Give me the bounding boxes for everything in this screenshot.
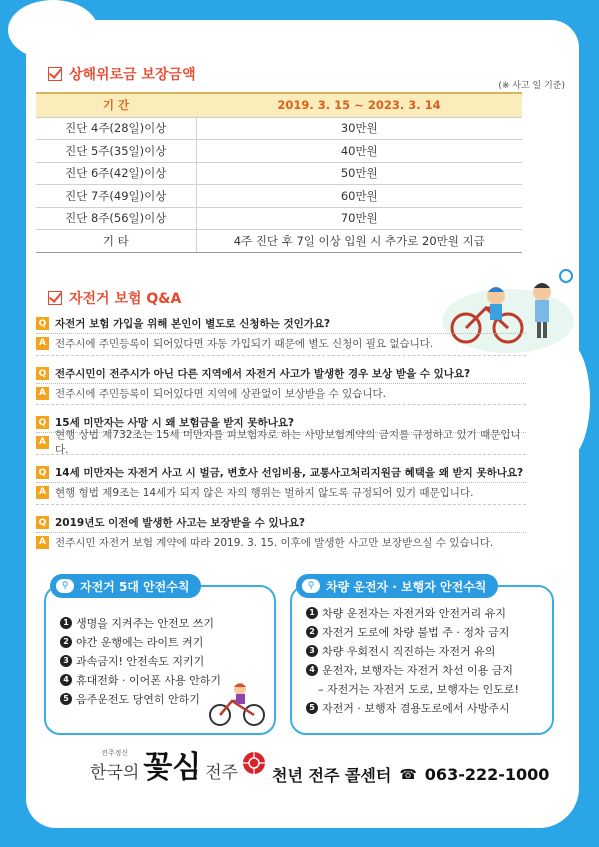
question-text: 자전거 보험 가입을 위해 본인이 별도로 신청하는 것인가요? [55,318,331,330]
qa-item [36,364,526,402]
rule-text: 자전거 · 보행자 겸용도로에서 사방주시 [322,701,510,715]
question-badge: Q [36,516,49,529]
rule-subtext: – 자전거는 자전거 도로, 보행자는 인도로! [318,682,519,696]
slogan-logo [90,748,266,783]
answer-row [36,429,526,456]
car-icon: ⚲ [302,579,320,593]
rule-item [306,679,519,698]
period-cell: 진단 8주(56일)이상 [36,207,196,230]
slogan-small: 전주정신 [101,749,129,757]
answer-row [36,333,526,352]
qa-item [36,463,526,501]
rule-number: 4 [306,664,318,676]
rule-item [306,660,519,679]
amount-cell: 4주 진단 후 7일 이상 입원 시 추가로 20만원 지급 [196,230,522,253]
question-row [36,364,526,383]
table-row [36,140,522,163]
period-cell: 기 타 [36,230,196,253]
rule-number: 1 [60,617,72,629]
callcenter-label: 천년 전주 콜센터 [272,766,392,785]
question-badge: Q [36,466,49,479]
period-header: 기 간 [36,93,196,117]
rule-text: 생명을 지켜주는 안전모 쓰기 [76,616,215,630]
rule-text: 음주운전도 당연히 안하기 [76,692,200,706]
question-badge: Q [36,317,49,330]
cyclist-icon [208,681,268,727]
question-badge: Q [36,367,49,380]
slogan-part-c: 전주 [205,763,239,783]
rule-number: 5 [60,693,72,705]
rule-item [306,603,519,622]
date-range-header: 2019. 3. 15 ~ 2023. 3. 14 [196,93,522,117]
bicycle-safety-list [60,613,221,708]
answer-row [36,532,526,551]
sheet-edge-blob [8,0,98,60]
answer-badge: A [36,436,49,449]
table-row [36,185,522,208]
answer-badge: A [36,387,49,400]
base-date-note: (※ 사고 일 기준) [498,81,565,91]
rule-item [60,670,221,689]
amount-cell: 30만원 [196,117,522,140]
compensation-title: 상해위로금 보장금액 [48,64,196,84]
rule-item [60,632,221,651]
period-cell: 진단 6주(42일)이상 [36,162,196,185]
driver-safety-title: ⚲ 차량 운전자 · 보행자 안전수칙 [296,574,498,598]
rule-text: 휴대전화 · 이어폰 사용 안하기 [76,673,221,687]
checkbox-icon [48,67,62,81]
question-badge: Q [36,416,49,429]
question-text: 2019년도 이전에 발생한 사고는 보장받을 수 있나요? [55,517,305,529]
answer-row [36,482,526,501]
slogan-part-a: 한국의 [90,763,140,783]
driver-safety-panel [290,579,554,735]
amount-cell: 40만원 [196,140,522,163]
rule-number: 3 [306,645,318,657]
sheet-edge-blob [540,340,590,460]
qa-divider [36,454,526,455]
question-text: 15세 미만자는 사망 시 왜 보험금을 받지 못하나요? [55,417,295,429]
bicycle-icon: ⚲ [56,579,74,593]
phone-number: 063-222-1000 [424,765,550,784]
rule-item [306,698,519,717]
question-text: 14세 미만자는 자전거 사고 시 벌금, 변호사 선임비용, 교통사고처리지원금 혜택을 왜 받지 못하나요? [55,467,524,479]
phone-icon: ☎ [399,766,417,783]
amount-cell: 50만원 [196,162,522,185]
rule-text: 자전거 도로에 차량 불법 주 · 정차 금지 [322,625,510,639]
answer-badge: A [36,486,49,499]
driver-safety-list [306,603,519,717]
answer-text: 현행 형법 제9조는 14세가 되지 않은 자의 행위는 벌하지 않도록 규정되어 있기 때문입니다. [55,486,474,499]
rule-text: 차량 운전자는 자전거와 안전거리 유지 [322,606,507,620]
answer-row [36,383,526,402]
compensation-table [36,92,522,253]
table-header-row [36,93,522,117]
table-row [36,207,522,230]
rule-item [306,622,519,641]
rule-text: 차량 우회전시 직진하는 자전거 유의 [322,644,496,658]
rule-number: 4 [60,674,72,686]
answer-text: 현행 상법 제732조는 15세 미만자를 피보험자로 하는 사망보험계약의 금지를 규정하고 있기 때문입니다. [55,429,521,456]
period-cell: 진단 4주(28일)이상 [36,117,196,140]
rule-text: 과속금지! 안전속도 지키기 [76,654,205,668]
answer-badge: A [36,536,49,549]
answer-text: 전주시민 자전거 보험 계약에 따라 2019. 3. 15. 이후에 발생한 사고만 보장받으실 수 있습니다. [55,536,494,549]
rule-number: 5 [306,702,318,714]
slogan-part-b: 꽃심 [143,750,202,785]
answer-badge: A [36,337,49,350]
answer-text: 전주시에 주민등록이 되어있다면 지역에 상관없이 보상받을 수 있습니다. [55,387,386,400]
qa-divider [36,355,526,356]
period-cell: 진단 7주(49일)이상 [36,185,196,208]
table-row [36,117,522,140]
question-row [36,463,526,482]
qa-item [36,413,526,456]
rule-item [60,651,221,670]
rule-text: 운전자, 보행자는 자전거 차선 이용 금지 [322,663,513,677]
rule-number: 3 [60,655,72,667]
amount-cell: 70만원 [196,207,522,230]
rule-number: 1 [306,607,318,619]
bicycle-safety-title: ⚲ 자전거 5대 안전수칙 [50,574,201,598]
qa-item [36,314,526,352]
question-text: 전주시민이 전주시가 아닌 다른 지역에서 자전거 사고가 발생한 경우 보상 받을 수 있나요? [55,368,471,380]
bicycle-safety-panel [44,579,276,735]
rule-number: 2 [60,636,72,648]
qa-divider [36,504,526,505]
flower-seal-icon [242,751,266,775]
rule-item [306,641,519,660]
rule-text: 야간 운행에는 라이트 켜기 [76,635,204,649]
period-cell: 진단 5주(35일)이상 [36,140,196,163]
checkbox-icon [48,291,62,305]
qa-divider [36,404,526,405]
question-row [36,314,526,333]
qa-title: 자전거 보험 Q&A [48,288,181,308]
callcenter [272,763,549,786]
rule-item [60,613,221,632]
rule-item [60,689,221,708]
table-row [36,162,522,185]
rule-number: 2 [306,626,318,638]
table-row [36,230,522,253]
answer-text: 전주시에 주민등록이 되어있다면 자동 가입되기 때문에 별도 신청이 필요 없습니다. [55,337,434,350]
qa-item [36,513,526,551]
question-row [36,513,526,532]
amount-cell: 60만원 [196,185,522,208]
